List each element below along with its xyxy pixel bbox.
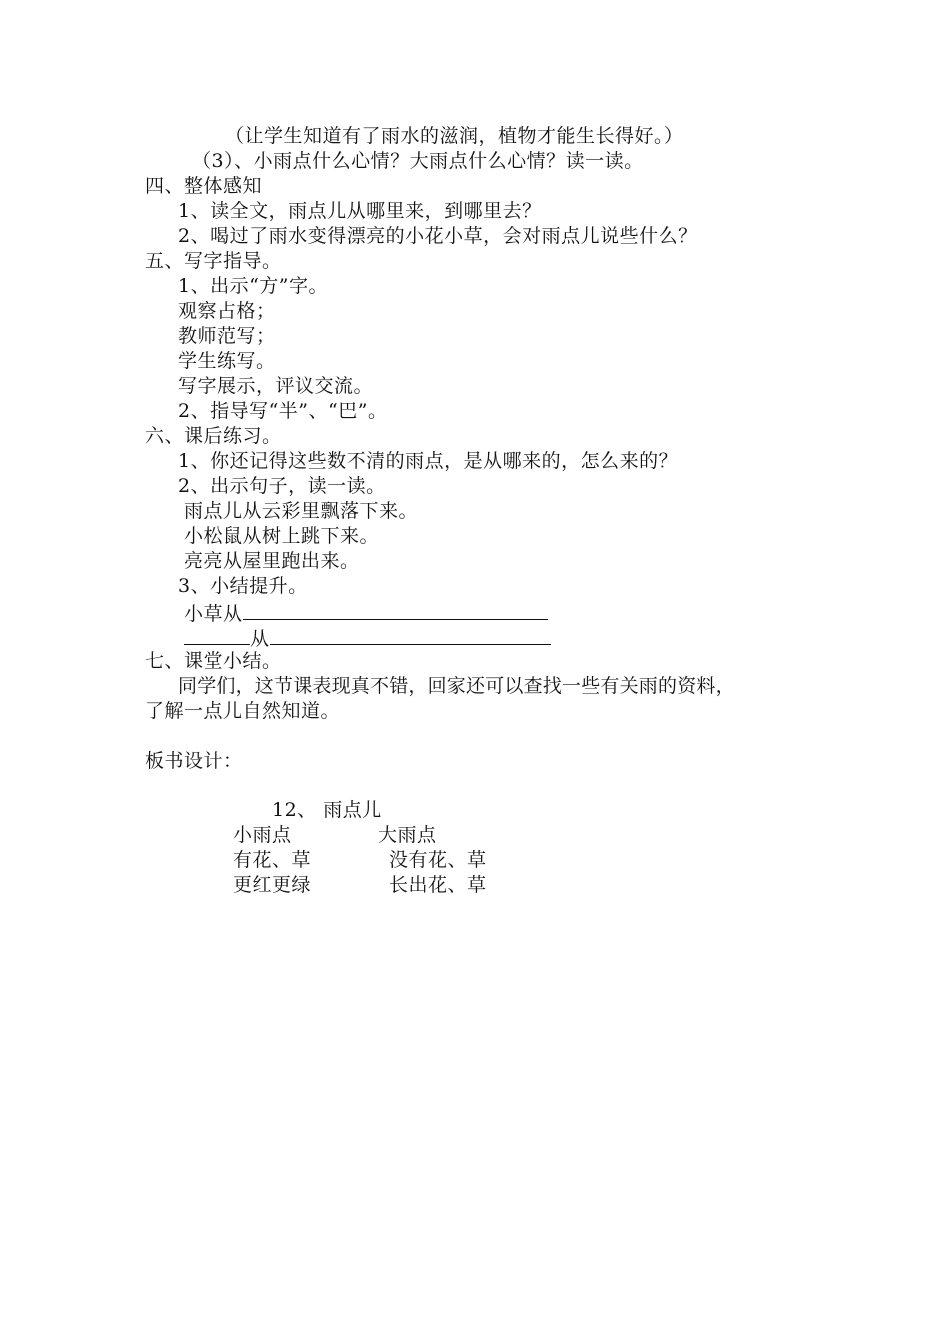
text-line: 写字展示，评议交流。 [178, 375, 374, 397]
sentence-example: 雨点儿从云彩里飘落下来。 [184, 500, 419, 522]
section-heading: 七、课堂小结。 [145, 650, 282, 672]
fill-in-prefix: 小草从 [184, 603, 243, 625]
blank-underline [270, 624, 551, 645]
board-design-label: 板书设计： [145, 750, 243, 772]
text-line: 观察占格； [178, 300, 276, 322]
text-line: 1、出示“方”字。 [178, 275, 329, 297]
text-line: （让学生知道有了雨水的滋润，植物才能生长得好。） [225, 125, 684, 147]
fill-in-line [184, 599, 548, 627]
sentence-example: 小松鼠从树上跳下来。 [184, 525, 380, 547]
sentence-example: 亮亮从屋里跑出来。 [184, 550, 360, 572]
paragraph-line: 同学们，这节课表现真不错，回家还可以查找一些有关雨的资料， [178, 675, 735, 697]
board-right-item: 没有花、草 [389, 849, 487, 871]
paragraph-line: 了解一点儿自然知道。 [145, 700, 341, 722]
board-title: 12、 雨点儿 [272, 799, 382, 821]
text-line: 2、喝过了雨水变得漂亮的小花小草，会对雨点儿说些什么？ [178, 225, 698, 247]
blank-underline [184, 624, 250, 645]
board-left-item: 更红更绿 [233, 874, 312, 896]
board-right-item: 长出花、草 [389, 874, 487, 896]
text-line: 3、小结提升。 [178, 575, 308, 597]
section-heading: 四、整体感知 [145, 175, 263, 197]
text-line: 1、你还记得这些数不清的雨点，是从哪来的，怎么来的？ [178, 450, 679, 472]
text-line: 1、读全文，雨点儿从哪里来，到哪里去？ [178, 200, 542, 222]
fill-in-middle: 从 [250, 628, 270, 650]
board-left-item: 小雨点 [233, 824, 292, 846]
text-line: 教师范写； [178, 325, 276, 347]
board-right-item: 大雨点 [378, 824, 437, 846]
section-heading: 五、写字指导。 [145, 250, 282, 272]
fill-in-line [184, 624, 551, 652]
text-line: （3）、小雨点什么心情？大雨点什么心情？读一读。 [192, 150, 644, 172]
text-line: 学生练写。 [178, 350, 276, 372]
text-line: 2、指导写“半”、“巴”。 [178, 400, 388, 422]
section-heading: 六、课后练习。 [145, 425, 282, 447]
board-left-item: 有花、草 [233, 849, 312, 871]
blank-underline [243, 599, 548, 620]
text-line: 2、出示句子，读一读。 [178, 475, 386, 497]
